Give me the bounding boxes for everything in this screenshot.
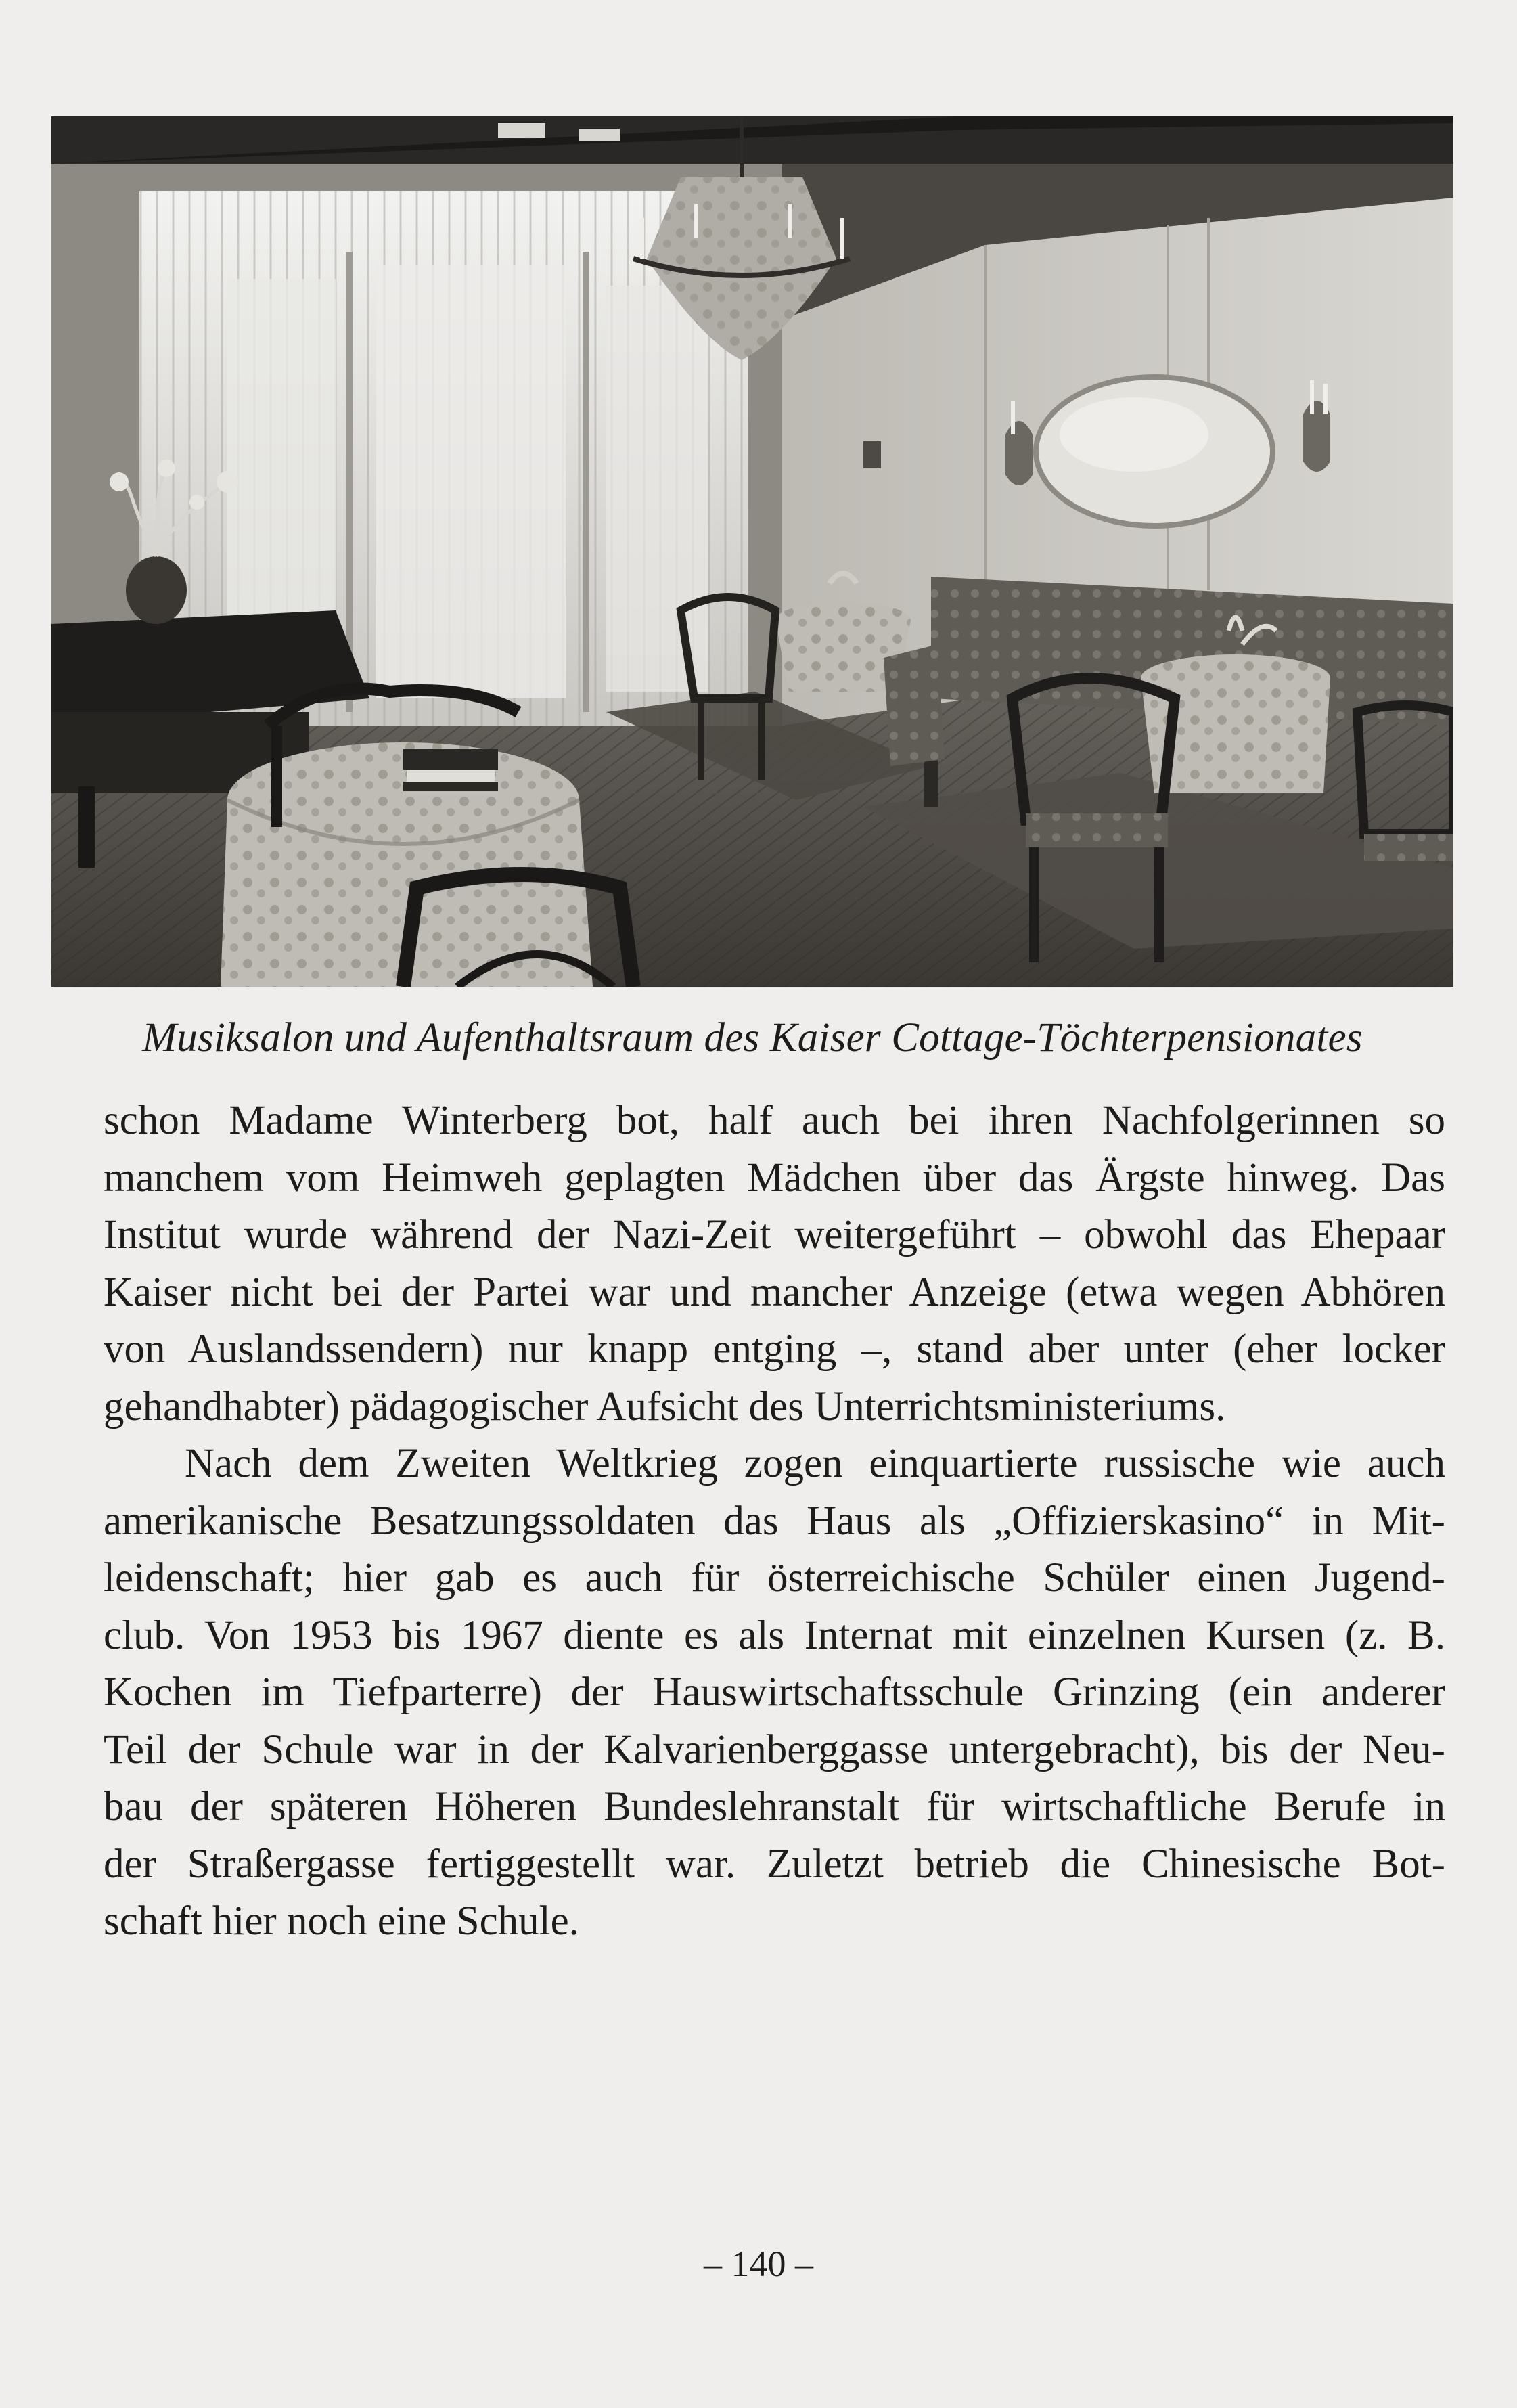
paragraph-2: [104, 1435, 1445, 1950]
text-line: leidenschaft; hier gab es auch für österreichische Schüler einen Jugend-: [104, 1555, 1445, 1601]
text-line: Kaiser nicht bei der Partei war und mancher Anzeige (etwa wegen Abhören: [104, 1269, 1445, 1315]
text-line: amerikanische Besatzungssoldaten das Haus als „Offizierskasino“ in Mit-: [104, 1498, 1445, 1544]
text-line: der Straßergasse fertiggestellt war. Zuletzt betrieb die Chinesische Bot-: [104, 1841, 1445, 1887]
text-line: schaft hier noch eine Schule.: [104, 1898, 579, 1944]
text-line: schon Madame Winterberg bot, half auch bei ihren Nachfolgerinnen so: [104, 1098, 1445, 1143]
text-line: gehandhabter) pädagogischer Aufsicht des Unterrichtsministeriums.: [104, 1383, 1226, 1429]
photo-caption: Musiksalon und Aufenthaltsraum des Kaiser Cottage-Töchterpensionates: [142, 1015, 1363, 1061]
text-line: Nach dem Zweiten Weltkrieg zogen einquartierte russische wie auch: [185, 1441, 1445, 1486]
salon-photograph: [51, 116, 1453, 987]
text-line: bau der späteren Höheren Bundeslehranstalt für wirtschaftliche Berufe in: [104, 1784, 1445, 1829]
text-line: Teil der Schule war in der Kalvarienberggasse untergebracht), bis der Neu-: [104, 1726, 1445, 1772]
text-line: Institut wurde während der Nazi-Zeit weitergeführt – obwohl das Ehepaar: [104, 1212, 1445, 1257]
paragraph-1: [104, 1092, 1445, 1435]
text-line: Kochen im Tiefparterre) der Hauswirtschaftsschule Grinzing (ein anderer: [104, 1670, 1445, 1715]
text-line: manchem vom Heimweh geplagten Mädchen über das Ärgste hinweg. Das: [104, 1155, 1445, 1201]
text-line: club. Von 1953 bis 1967 diente es als Internat mit einzelnen Kursen (z. B.: [104, 1612, 1445, 1658]
text-line: von Auslandssendern) nur knapp entging –, stand aber unter (eher locker: [104, 1326, 1445, 1372]
body-text: [104, 1092, 1445, 1950]
page-number: – 140 –: [704, 2244, 813, 2284]
